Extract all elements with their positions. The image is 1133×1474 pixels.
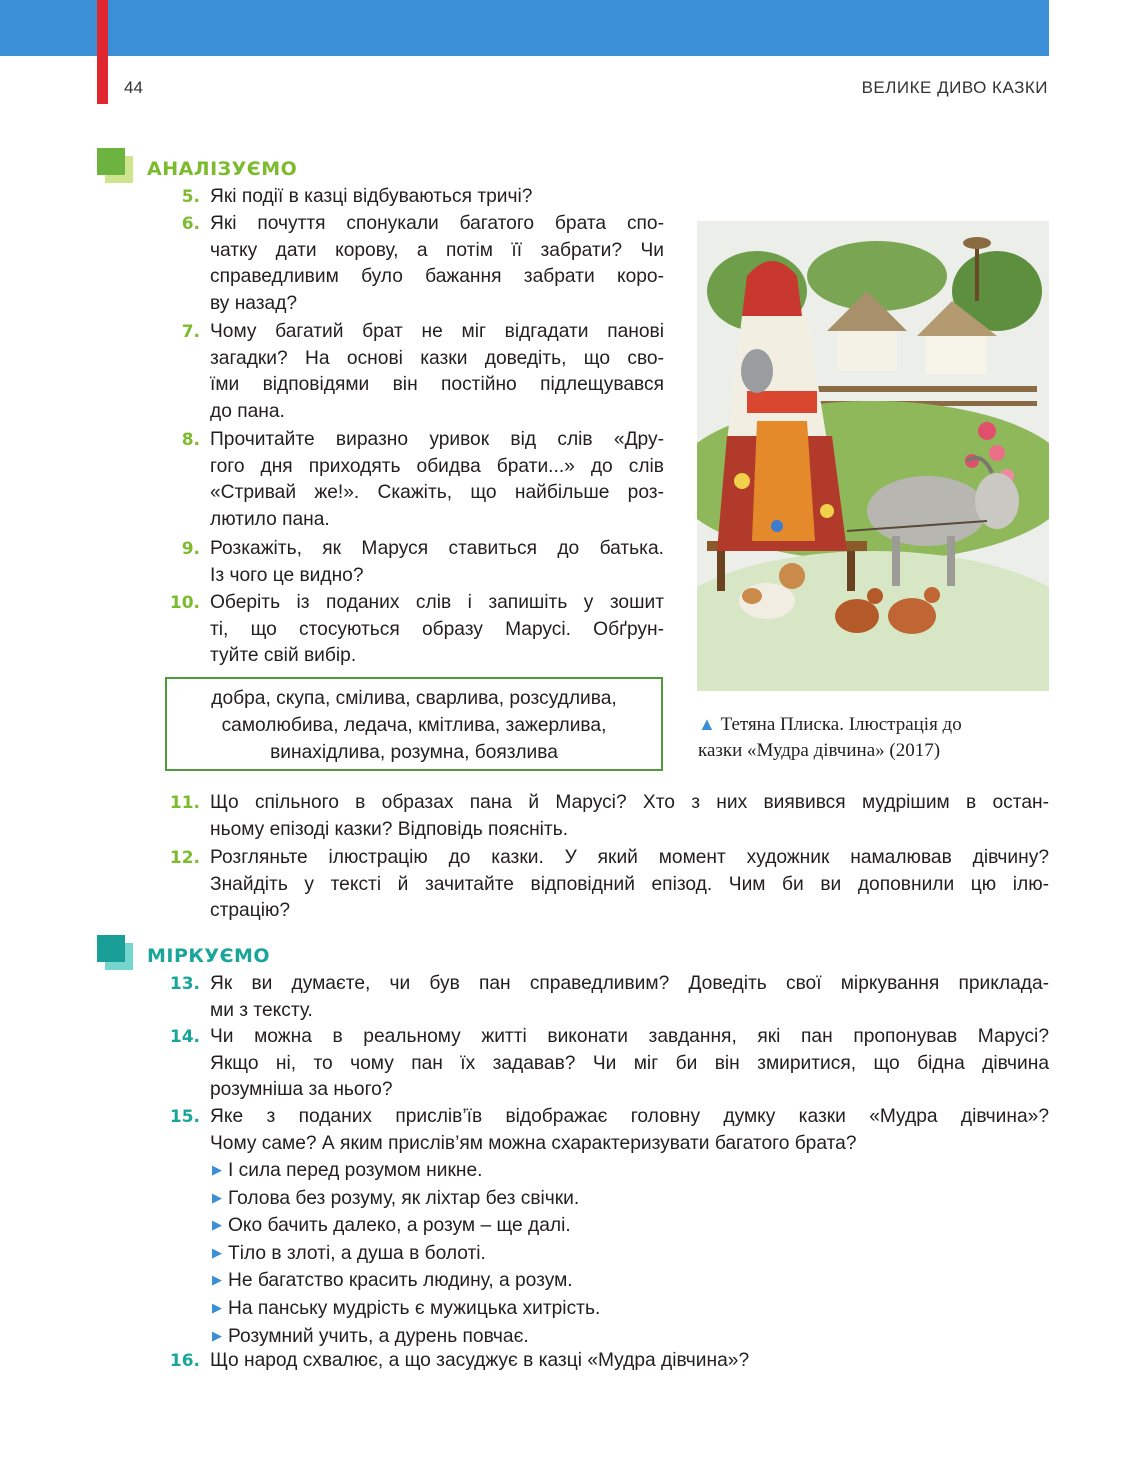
list-item: ▶ Розумний учить, а дурень повчає. [212,1324,600,1352]
teal-squares-icon [97,935,137,971]
word-box-line: самолюбива, ледача, кмітлива, зажерлива, [221,715,607,736]
green-squares-icon [97,148,137,184]
word-choice-box [165,677,663,771]
word-box-line: добра, скупа, смілива, сварлива, розсудлива, [211,688,617,709]
proverb-list [212,1158,600,1351]
folk-illustration [697,221,1049,691]
bullet-arrow-icon: ▶ [212,1217,222,1233]
bullet-arrow-icon: ▶ [212,1189,222,1205]
list-item: ▶ Не багатство красить людину, а розум. [212,1268,600,1296]
section-header-analyze [97,148,397,188]
word-box-line: винахідлива, розумна, боязлива [270,742,558,763]
bullet-arrow-icon: ▶ [212,1272,222,1288]
bullet-arrow-icon: ▶ [212,1244,222,1260]
caption-triangle-icon: ▲ [698,714,716,734]
list-item: ▶ Голова без розуму, як ліхтар без свічки. [212,1186,600,1214]
illustration-drawing [697,221,1049,691]
list-item: ▶ І сила перед розумом никне. [212,1158,600,1186]
list-item: ▶ Око бачить далеко, а розум – ще далі. [212,1213,600,1241]
page-number: 44 [124,78,143,97]
section-header-think [97,935,397,975]
running-title: ВЕЛИКЕ ДИВО КАЗКИ [861,78,1048,97]
section-title: АНАЛІЗУЄМО [147,158,298,180]
bullet-arrow-icon: ▶ [212,1327,222,1343]
bullet-arrow-icon: ▶ [212,1162,222,1177]
list-item: ▶ Тіло в злоті, а душа в болоті. [212,1241,600,1269]
red-margin-bar [97,0,108,104]
section-title: МІРКУЄМО [147,945,271,967]
bullet-arrow-icon: ▶ [212,1299,222,1315]
top-color-band [0,0,1049,56]
illustration-caption: ▲ Тетяна Плиска. Ілюстрація до казки «Мудра дівчина» (2017) [698,714,962,761]
list-item: ▶ На панську мудрість є мужицька хитрість. [212,1296,600,1324]
